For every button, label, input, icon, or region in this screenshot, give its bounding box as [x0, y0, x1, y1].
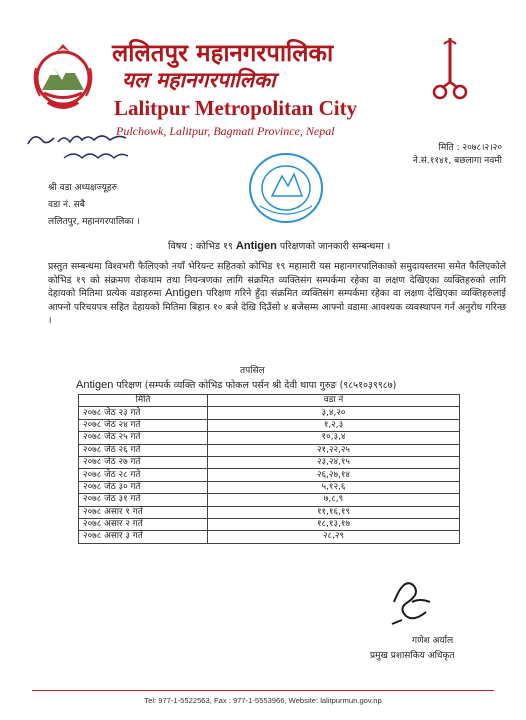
- ward-cell: १,२,३: [208, 419, 460, 431]
- body-keyword: Antigen: [165, 287, 203, 300]
- date-cell: २०७८ जेठ २४ गते: [79, 419, 208, 431]
- table-row: [79, 469, 460, 481]
- table-header-row: [79, 395, 460, 407]
- date-cell: २०७८ असार २ गते: [79, 518, 208, 530]
- schedule-table: [78, 394, 460, 544]
- recipient-block: [48, 180, 140, 231]
- date-cell: २०७८ असार ३ गते: [79, 531, 208, 543]
- body-paragraph: [48, 260, 506, 328]
- body-part-1: प्रस्तुत सम्बन्धमा विश्वभरी फैलिएको नयाँ भेरियन्ट सहितको कोभिड १९ महामारी यस महानगरपालिकाको समुदायस्तरमा समेत फैलिएकोले कोभिड १९ को संक्रमण रोकथाम तथा नियन्त्रणका लागि संक्रमित व्यक्तिसंग सम्पर्कमा रहेका वा लक्षण देखिएका व्यक्तिहरुको लागि देहायको मितिमा प्रत्येक वडाहरुमा: [48, 261, 506, 300]
- date-cell: २०७८ जेठ २५ गते: [79, 432, 208, 444]
- date-cell: २०७८ जेठ ३० गते: [79, 481, 208, 493]
- date-cell: २०७८ असार १ गते: [79, 506, 208, 518]
- column-header-date: मिति: [79, 395, 208, 407]
- table-row: [79, 481, 460, 493]
- table-row: [79, 444, 460, 456]
- date-cell: २०७८ जेठ ३१ गते: [79, 494, 208, 506]
- table-row: [79, 456, 460, 468]
- title-newari: यल महानगरपालिका: [122, 68, 276, 92]
- footer-contact: Tel: 977-1-5522563, Fax : 977-1-5553966, Website: lalitpurmun.gov.np: [144, 696, 382, 705]
- signer-title: प्रमुख प्रशासकिय अधिकृत: [370, 651, 455, 661]
- subject-keyword: Antigen: [235, 240, 277, 252]
- ward-cell: १०,३,४: [208, 432, 460, 444]
- title-nepali: ललितपुर महानगरपालिका: [112, 39, 334, 67]
- recipient-line: श्री वडा अध्यक्षज्यूहरु: [48, 183, 118, 193]
- ward-cell: ११,१६,१९: [208, 506, 460, 518]
- table-row: [79, 419, 460, 431]
- schedule-title-keyword: Antigen: [76, 379, 114, 391]
- ward-cell: ५,१२,६: [208, 481, 460, 493]
- ward-cell: २३,२४,१५: [208, 456, 460, 468]
- city-logo-icon: [430, 36, 470, 102]
- ward-cell: १८,१३,१७: [208, 518, 460, 530]
- body-part-2: परिक्षण गरिने हुँदा संक्रमित व्यक्तिसंग सम्पर्कमा रहेका वा लक्षण देखिएका व्यक्तिहरुलाई आफ्नो परिचयपत्र सहित देहायको मितिमा बिहान १० बजे देखि दिउँसो ४ बजेसम्म आफ्नो वडामा आवश्यक व्यवस्थापन गर्न अनुरोध गरिन्छ ।: [48, 288, 506, 327]
- office-seal-icon: [238, 148, 334, 228]
- table-row: [79, 531, 460, 543]
- table-row: [79, 518, 460, 530]
- column-header-ward: वडा नं: [208, 395, 460, 407]
- nepal-emblem-icon: [28, 38, 98, 116]
- subject-suffix: परिक्षणको जानकारी सम्बन्धमा ।: [279, 241, 391, 252]
- table-row: [79, 494, 460, 506]
- footer-divider: [32, 690, 494, 691]
- signer-name: गणेश अर्याल: [412, 636, 454, 646]
- signature-icon: [384, 572, 436, 626]
- recipient-line: ललितपुर, महानगरपालिका ।: [48, 217, 140, 227]
- recipient-line: वडा नं. सबै: [48, 200, 85, 210]
- address: Pulchowk, Lalitpur, Bagmati Province, Nepal: [116, 124, 335, 138]
- schedule-heading: तपसिल: [240, 366, 265, 376]
- ward-cell: २६,२७,१४: [208, 469, 460, 481]
- ward-cell: ३,४,२०: [208, 407, 460, 419]
- date-cell: २०७८ जेठ २७ गते: [79, 456, 208, 468]
- date-cell: २०७८ जेठ २६ गते: [79, 444, 208, 456]
- ward-cell: ७,८,९: [208, 494, 460, 506]
- handwritten-reference: [24, 128, 134, 164]
- schedule-title-rest: परिक्षण (सम्पर्क व्यक्ति कोभिड फोकल पर्सन श्री देवी थापा गुरुङ (९८५१०३९९८७): [116, 380, 397, 391]
- title-english: Lalitpur Metropolitan City: [114, 96, 358, 120]
- nepal-sambat-line: ने.सं.११४१, बछलागा नवमी: [412, 156, 502, 166]
- table-row: [79, 506, 460, 518]
- ward-cell: २८,२९: [208, 531, 460, 543]
- date-line: मिति : २०७८।२।२०: [438, 143, 502, 153]
- date-cell: २०७८ जेठ २३ गते: [79, 407, 208, 419]
- subject-prefix: विषय : कोभिड १९: [168, 241, 233, 252]
- date-cell: २०७८ जेठ २८ गते: [79, 469, 208, 481]
- subject-line: [168, 239, 390, 252]
- table-row: [79, 407, 460, 419]
- schedule-title: [76, 378, 396, 391]
- ward-cell: २१,२२,२५: [208, 444, 460, 456]
- table-row: [79, 432, 460, 444]
